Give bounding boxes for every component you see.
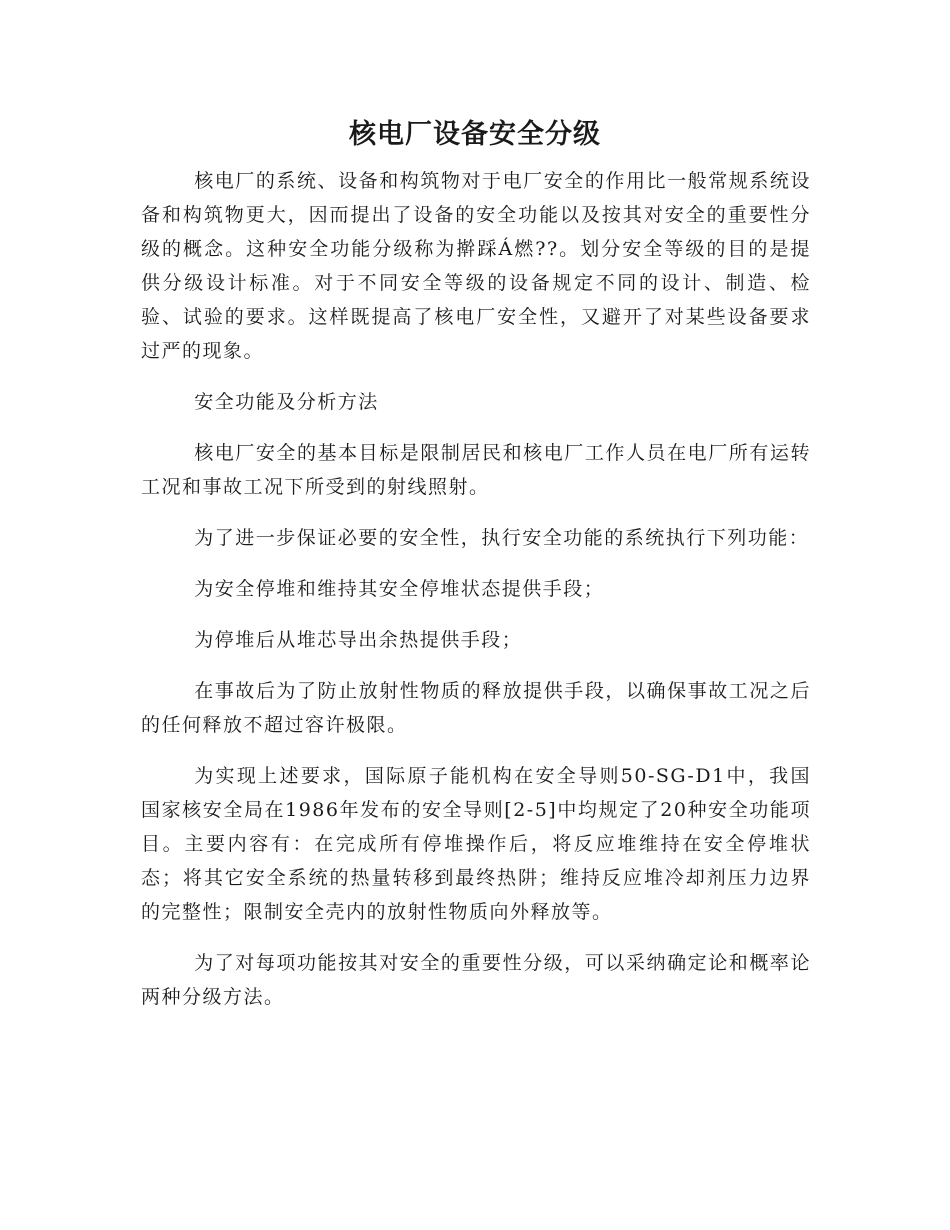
paragraph-classification-methods: 为了对每项功能按其对安全的重要性分级，可以采纳确定论和概率论两种分级方法。 — [141, 952, 811, 1008]
paragraph-functions-lead: 为了进一步保证必要的安全性，执行安全功能的系统执行下列功能： — [194, 527, 810, 549]
paragraph-intro: 核电厂的系统、设备和构筑物对于电厂安全的作用比一般常规系统设备和构筑物更大，因而提出了设备的安全功能以及按其对安全的重要性分级的概念。这种安全功能分级称为擀踩Á燃??。划分安全等级的目的是提供分级设计标准。对于不同安全等级的设备规定不同的设计、制造、检验、试验的要求。这样既提高了核电厂安全性，又避开了对某些设备要求过严的现象。 — [141, 170, 811, 362]
section-heading-safety-functions: 安全功能及分析方法 — [194, 391, 379, 413]
document-title: 核电厂设备安全分级 — [349, 119, 601, 150]
paragraph-iaea-guideline: 为实现上述要求，国际原子能机构在安全导则50-SG-D1中，我国国家核安全局在1986年发布的安全导则[2-5]中均规定了20种安全功能项目。主要内容有：在完成所有停堆操作后，将反应堆维持在安全停堆状态；将其它安全系统的热量转移到最终热阱；维持反应堆冷却剂压力边界的完整性；限制安全壳内的放射性物质向外释放等。 — [141, 765, 811, 923]
document-body — [141, 164, 811, 1031]
paragraph-basic-goal: 核电厂安全的基本目标是限制居民和核电厂工作人员在电厂所有运转工况和事故工况下所受到的射线照射。 — [141, 442, 811, 498]
list-item-residual-heat: 为停堆后从堆芯导出余热提供手段； — [194, 629, 523, 651]
list-item-release-prevention: 在事故后为了防止放射性物质的释放提供手段，以确保事故工况之后的任何释放不超过容许极限。 — [141, 680, 811, 736]
list-item-safe-shutdown: 为安全停堆和维持其安全停堆状态提供手段； — [194, 578, 605, 600]
